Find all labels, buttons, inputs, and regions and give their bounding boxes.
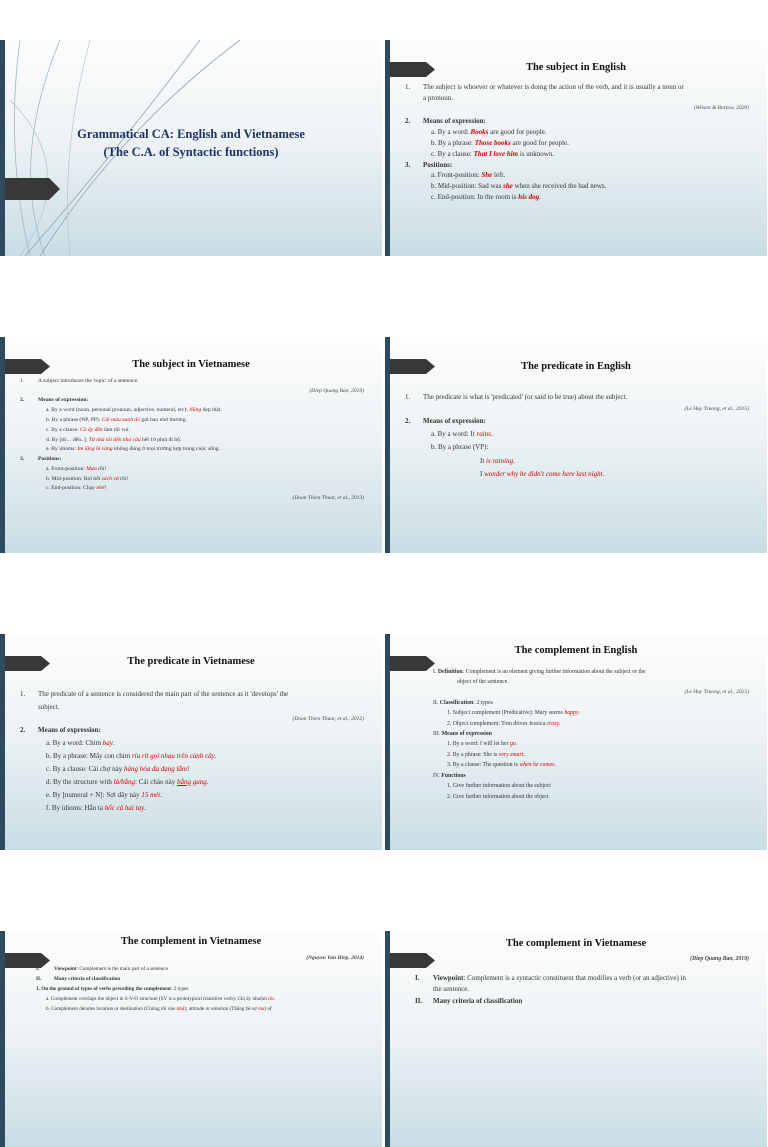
slide-title: The predicate in English <box>521 361 631 372</box>
slide-title: The complement in Vietnamese <box>120 936 262 947</box>
slide-2 <box>385 40 767 256</box>
presentation-title: Grammatical CA: English and Vietnamese (The C.A. of Syntactic functions) <box>77 127 305 160</box>
slide-body: 1. The predicate is what is 'predicated' (or said to be true) about the subject. (Le Huy Truong, et al., 2015) 2. Means of expression: a. By a word: It rains. b. By a phrase (VP): It is raining. I wonder why he didn't come here last night. <box>405 393 749 478</box>
slide-body: I. Definition: Complement is an element giving further information about the subject or the object of the sentence. (Le Huy Truong, et al., 2015) II. Classification: 2 types 1. Subject complement (Predicative): Mary seems happy. 2. Object complement: Tom drives Jessica crazy. III. Means of expression 1. By a word: I will let her go. 2. By a phrase: She is very smart. 3. By a clause: The question is when he comes. IV. Functions 1. Give further information about the subject 2. Give further information about the object <box>433 669 749 800</box>
slide-side-bar <box>385 634 390 850</box>
slide-side-bar <box>385 931 390 1147</box>
slide-body: (Diep Quang Ban, 2019) I. Viewpoint: Complement is a syntactic constituent that modifies a verb (or an adjective) in the sentence. II. Many criteria of classification <box>415 956 749 1005</box>
slide-1 <box>0 40 382 256</box>
slide-side-bar <box>0 931 5 1147</box>
slide-body: 1. The subject is whoever or whatever is doing the action of the verb, and it is usually a noun or a pronoun. (Wilson & Barlow, 2020) 2. Means of expression: a. By a word: Books are good for people. b. By a phrase: Those books are good for people. c. By a clause: That I love him is unknown. 3. Positions: a. Front-position: She left. b. Mid-position: Sad was she when she received the bad news. c. End-position: In the room is his dog. <box>405 83 749 202</box>
slide-title: The subject in Vietnamese <box>132 359 250 370</box>
slide-title: The subject in English <box>525 62 627 73</box>
slide-3 <box>0 337 382 553</box>
slide-body: (Nguyen Van Hiep, 2014) I. Viewpoint: Complement is the main part of a sentence II. Many criteria of classification 1. On the ground of types of verbs preceding the complement: 2 types a. Complement overlaps the object in S-V-O structure (SV is a prototypical transitive verb): Chị ấy nhuộm tóc. b. Complement denotes location or destination (Chúng tôi vào nhà); attitude or emotion (Thằng bé sợ ma) of <box>36 955 364 1013</box>
slide-5 <box>0 634 382 850</box>
slide-body: 1. A subject introduces the 'topic' of a sentence. (Diep Quang Ban, 2019) 2. Means of expression: a. By a word (noun, personal pronoun, adjective, numeral, etc): Nắng đẹp thật. b. By a phrase (NP, PP): Cái màu xanh đó gợi bao nhớ thương. c. By a clause: Cô ấy đến làm tôi vui. d. By [từ… đến..]: Từ nhà tôi đến nhà cậu hết 10 phút đi bộ. e. By idioms: Im lặng là vàng không đúng ở mọi trường hợp trong cuộc sống. 3. Positions: a. Front-position: Mưa rồi! b. Mid-position: Rơi hết sách vở rồi! c. End-position: Chạy nhé! (Doan Thien Thuat, et al., 2013) <box>20 378 364 502</box>
slide-tag <box>390 656 435 671</box>
slide-title: The complement in Vietnamese <box>505 938 647 949</box>
slide-title: The predicate in Vietnamese <box>127 656 255 667</box>
slide-title: The complement in English <box>514 645 638 656</box>
slide-body: 1. The predicate of a sentence is considered the main part of the sentence as it 'develops' the subject. (Doan Thien Thuat, et al., 2012) 2. Means of expression: a. By a word: Chim bay. b. By a phrase: Mấy con chim ríu rít gọi nhau trên cành cây. c. By a clause: Cái chợ này hàng hóa đa dạng lắm! d. By the structure with là/bằng: Cái chảo này bằng gang. e. By [numeral + N]: Sợi dây này 15 mét. f. By idioms: Hắn ta bốc cả hai tay. <box>20 690 364 812</box>
slide-4 <box>385 337 767 553</box>
slide-7 <box>0 931 382 1147</box>
slide-tag <box>5 178 60 200</box>
slide-8 <box>385 931 767 1147</box>
slide-6 <box>385 634 767 850</box>
